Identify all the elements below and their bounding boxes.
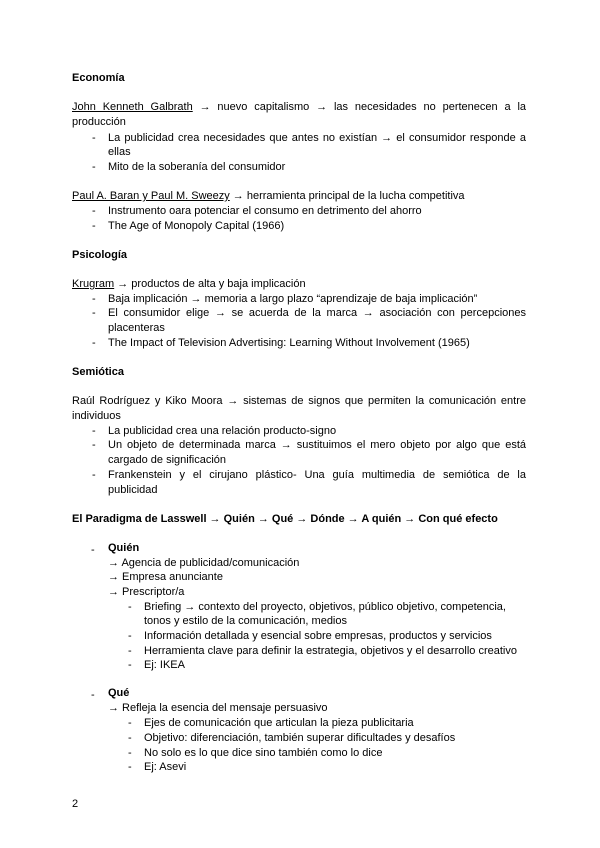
heading-psicologia: Psicología — [72, 249, 128, 261]
bullet-item: Mito de la soberanía del consumidor — [108, 161, 286, 173]
quien-sub-item: Briefing → contexto del proyecto, objetivos, público objetivo, competencia, — [144, 601, 506, 613]
quien-item: → Empresa anunciante — [108, 571, 223, 583]
quien-item: → Agencia de publicidad/comunicación — [108, 557, 300, 569]
bullet-dash: - — [92, 307, 96, 319]
author-krugram: Krugram — [72, 278, 115, 290]
sub-bullet-dash: - — [128, 630, 132, 642]
que-item: → Refleja la esencia del mensaje persuasivo — [108, 702, 328, 714]
bullet-item: Baja implicación → memoria a largo plazo “aprendizaje de baja implicación” — [108, 293, 478, 305]
bullet-item: The Age of Monopoly Capital (1966) — [108, 220, 285, 232]
label-quien: Quién — [108, 542, 140, 554]
bullet-dash: - — [92, 132, 96, 144]
bullet-item-cont: placenteras — [108, 322, 165, 334]
que-sub-item: No solo es lo que dice sino también como lo dice — [144, 747, 383, 759]
sub-bullet-dash: - — [128, 732, 132, 744]
sub-bullet-dash: - — [128, 601, 132, 613]
sub-bullet-dash: - — [128, 659, 132, 671]
galbrath-text: → nuevo capitalismo → las necesidades no pertenecen a la — [192, 101, 527, 113]
bullet-dash: - — [91, 689, 95, 701]
baran-sweezy-text: → herramienta principal de la lucha competitiva — [229, 190, 465, 202]
quien-sub-item: Herramienta clave para definir la estrategia, objetivos y el desarrollo creativo — [144, 645, 517, 657]
bullet-dash: - — [92, 469, 96, 481]
heading-economia: Economía — [72, 72, 125, 84]
author-baran-sweezy: Paul A. Baran y Paul M. Sweezy — [72, 190, 230, 202]
bullet-dash: - — [92, 220, 96, 232]
bullet-item: Un objeto de determinada marca → sustituimos el mero objeto por algo que está — [108, 439, 526, 451]
sub-bullet-dash: - — [128, 717, 132, 729]
que-sub-item: Objetivo: diferenciación, también superar dificultades y desafíos — [144, 732, 456, 744]
bullet-dash: - — [92, 293, 96, 305]
quien-sub-item-cont: tonos y estilo de la comunicación, medios — [144, 615, 347, 627]
krugram-line — [72, 277, 306, 292]
bullet-dash: - — [92, 205, 96, 217]
semiotica-intro: Raúl Rodríguez y Kiko Moora → sistemas de signos que permiten la comunicación entre — [72, 395, 526, 407]
bullet-dash: - — [92, 337, 96, 349]
heading-lasswell: El Paradigma de Lasswell → Quién → Qué → Dónde → A quién → Con qué efecto — [72, 513, 498, 525]
bullet-item: Frankenstein y el cirujano plástico- Una guía multimedia de semiótica de la — [108, 469, 526, 481]
quien-sub-item: Ej: IKEA — [144, 659, 185, 671]
bullet-item: La publicidad crea necesidades que antes no existían → el consumidor responde a — [108, 132, 526, 144]
krugram-text: → productos de alta y baja implicación — [114, 278, 306, 290]
bullet-item: El consumidor elige → se acuerda de la marca → asociación con percepciones — [108, 307, 526, 319]
sub-bullet-dash: - — [128, 747, 132, 759]
semiotica-intro-cont: individuos — [72, 410, 121, 422]
bullet-item: La publicidad crea una relación producto-signo — [108, 425, 337, 437]
label-que: Qué — [108, 687, 130, 699]
bullet-dash: - — [92, 439, 96, 451]
bullet-item: Instrumento oara potenciar el consumo en detrimento del ahorro — [108, 205, 422, 217]
que-sub-item: Ej: Asevi — [144, 761, 187, 773]
author-galbrath: John Kenneth Galbrath — [72, 101, 193, 113]
bullet-item-cont: cargado de significación — [108, 454, 227, 466]
quien-sub-item: Información detallada y esencial sobre empresas, productos y servicios — [144, 630, 492, 642]
bullet-item-cont: publicidad — [108, 484, 158, 496]
heading-semiotica: Semiótica — [72, 366, 124, 378]
bullet-item: The Impact of Television Advertising: Learning Without Involvement (1965) — [108, 337, 470, 349]
bullet-item-cont: ellas — [108, 146, 131, 158]
sub-bullet-dash: - — [128, 761, 132, 773]
sub-bullet-dash: - — [128, 645, 132, 657]
bullet-dash: - — [91, 544, 95, 556]
baran-sweezy-line — [72, 189, 465, 204]
quien-item: → Prescriptor/a — [108, 586, 185, 598]
page-number: 2 — [72, 798, 79, 810]
galbrath-line — [72, 100, 526, 115]
que-sub-item: Ejes de comunicación que articulan la pieza publicitaria — [144, 717, 414, 729]
bullet-dash: - — [92, 161, 96, 173]
galbrath-line-2: producción — [72, 116, 126, 128]
bullet-dash: - — [92, 425, 96, 437]
